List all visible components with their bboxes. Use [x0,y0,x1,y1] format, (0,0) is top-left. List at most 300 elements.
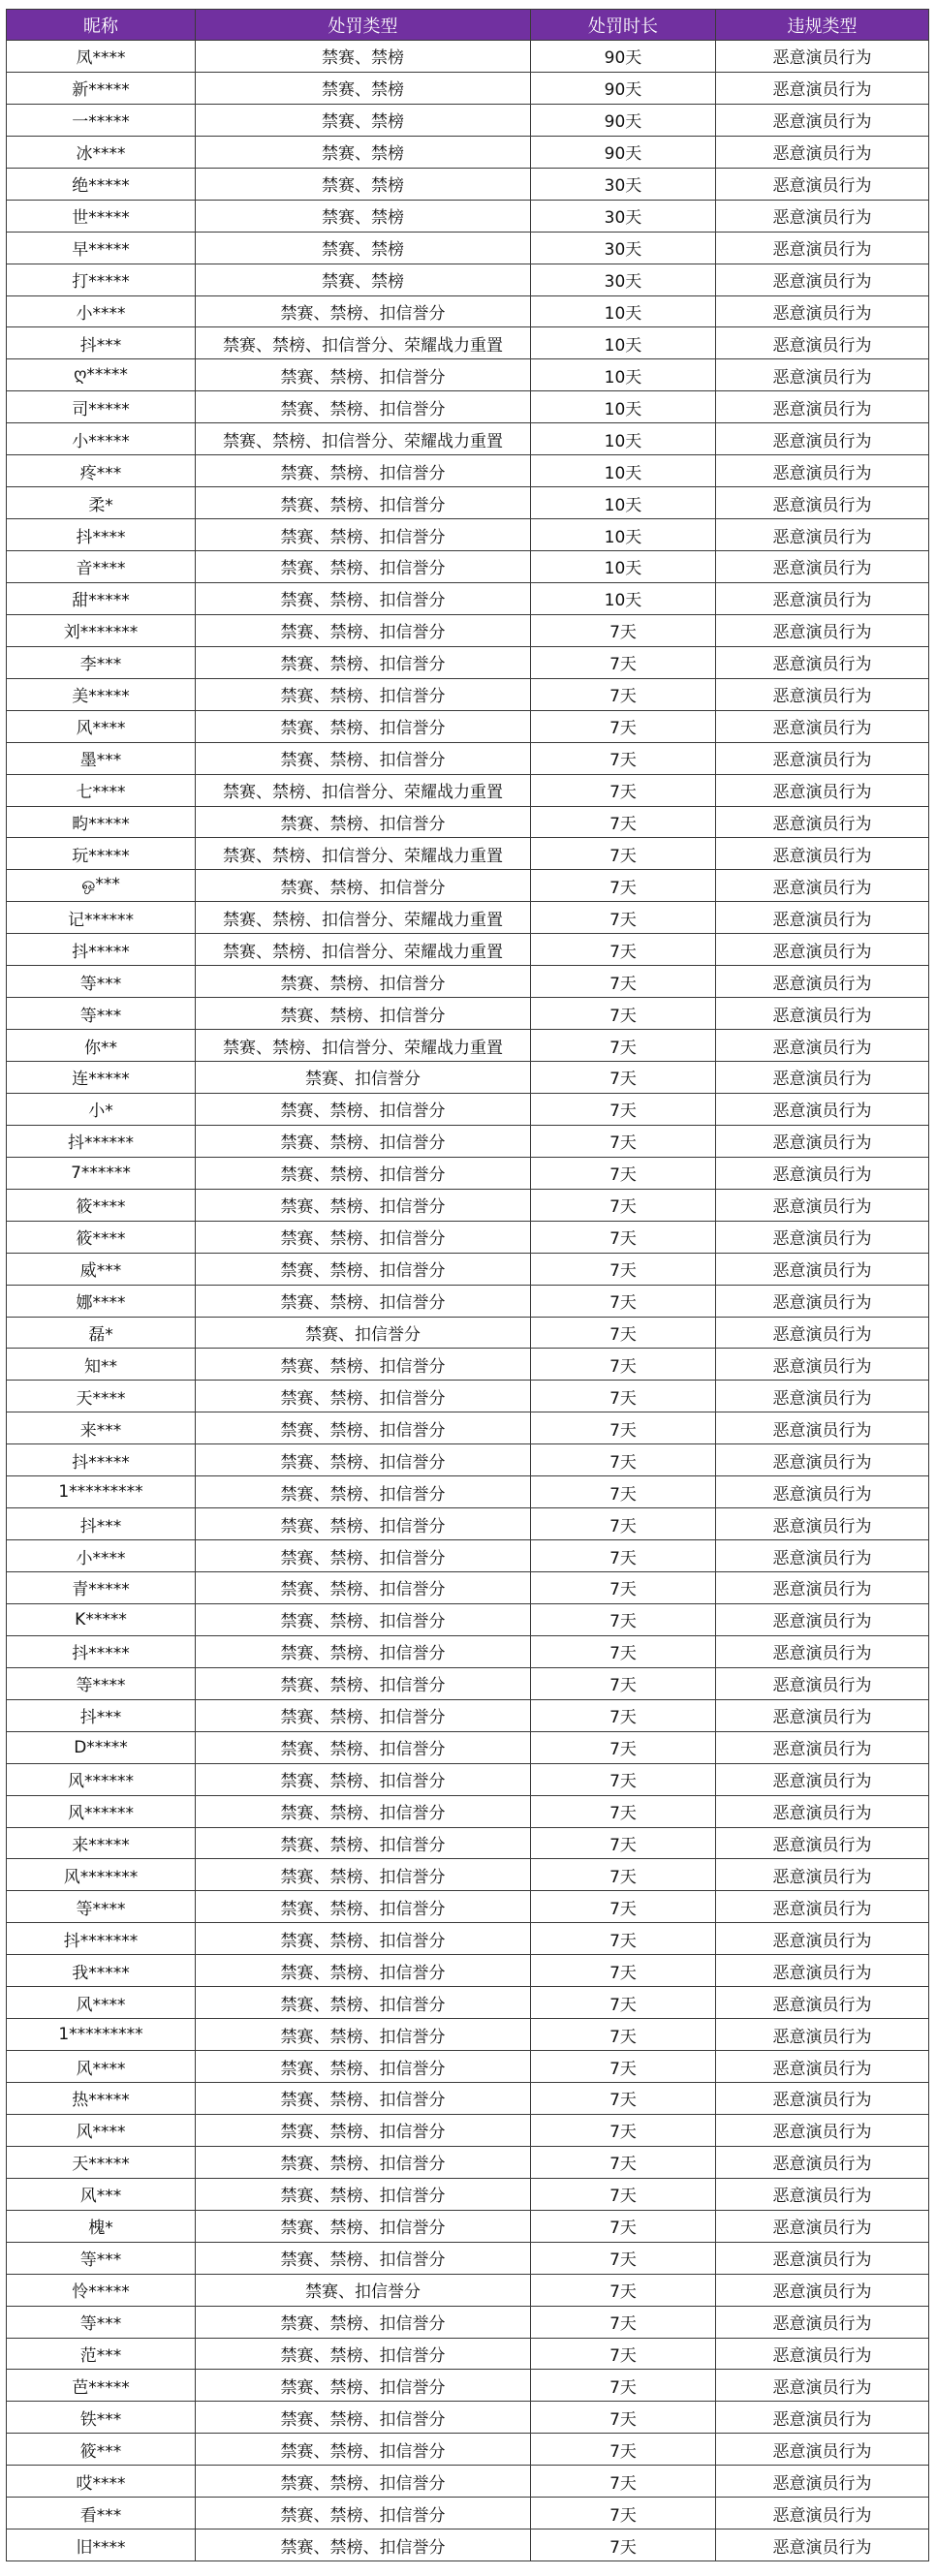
cell-penalty-type: 禁赛、禁榜、扣信誉分 [196,1763,531,1795]
cell-violation-type: 恶意演员行为 [716,1476,929,1508]
cell-violation-type: 恶意演员行为 [716,1412,929,1444]
cell-penalty-type: 禁赛、禁榜、扣信誉分 [196,2051,531,2083]
cell-nickname: 冰**** [7,136,196,168]
cell-penalty-type: 禁赛、禁榜、扣信誉分 [196,359,531,391]
cell-violation-type: 恶意演员行为 [716,710,929,742]
cell-violation-type: 恶意演员行为 [716,1859,929,1891]
cell-violation-type: 恶意演员行为 [716,2466,929,2498]
table-row [7,1062,929,1094]
cell-penalty-duration: 7天 [531,1125,716,1157]
penalty-table [6,9,929,2561]
cell-nickname: 青***** [7,1572,196,1604]
cell-violation-type: 恶意演员行为 [716,1955,929,1987]
cell-nickname: 知** [7,1349,196,1381]
cell-penalty-type: 禁赛、扣信誉分 [196,1062,531,1094]
cell-violation-type: 恶意演员行为 [716,327,929,359]
cell-nickname: 风**** [7,2051,196,2083]
cell-nickname: 小***** [7,423,196,455]
cell-nickname: 一***** [7,104,196,136]
cell-penalty-duration: 7天 [531,2370,716,2402]
cell-nickname: 筱**** [7,1189,196,1221]
cell-violation-type: 恶意演员行为 [716,678,929,710]
table-row [7,1349,929,1381]
table-row [7,1923,929,1955]
cell-penalty-type: 禁赛、禁榜、扣信誉分 [196,1412,531,1444]
cell-violation-type: 恶意演员行为 [716,1189,929,1221]
table-row [7,104,929,136]
cell-violation-type: 恶意演员行为 [716,2083,929,2115]
cell-violation-type: 恶意演员行为 [716,423,929,455]
cell-penalty-duration: 90天 [531,72,716,104]
table-row [7,2529,929,2561]
cell-violation-type: 恶意演员行为 [716,806,929,838]
table-row [7,519,929,551]
table-row [7,1635,929,1667]
table-row [7,2498,929,2529]
table-row [7,582,929,614]
table-row [7,1412,929,1444]
cell-penalty-type: 禁赛、禁榜、扣信誉分 [196,710,531,742]
cell-violation-type: 恶意演员行为 [716,1349,929,1381]
cell-nickname: 音**** [7,551,196,583]
cell-nickname: 天**** [7,1381,196,1412]
cell-nickname: 你** [7,1030,196,1062]
cell-penalty-duration: 7天 [531,1317,716,1349]
cell-nickname: 娜**** [7,1285,196,1317]
cell-violation-type: 恶意演员行为 [716,1635,929,1667]
table-row [7,455,929,487]
cell-violation-type: 恶意演员行为 [716,2146,929,2178]
cell-penalty-type: 禁赛、禁榜、扣信誉分 [196,487,531,519]
cell-nickname: 等*** [7,998,196,1030]
cell-nickname: 筱**** [7,1221,196,1253]
table-row [7,1285,929,1317]
cell-violation-type: 恶意演员行为 [716,2051,929,2083]
cell-violation-type: 恶意演员行为 [716,582,929,614]
header-penalty-type: 处罚类型 [196,10,531,41]
cell-violation-type: 恶意演员行为 [716,1827,929,1859]
cell-penalty-duration: 7天 [531,838,716,870]
cell-penalty-duration: 7天 [531,1763,716,1795]
cell-penalty-duration: 7天 [531,902,716,934]
table-row [7,2242,929,2274]
cell-nickname: 司***** [7,391,196,423]
cell-penalty-duration: 7天 [531,1157,716,1189]
cell-penalty-type: 禁赛、禁榜、扣信誉分 [196,998,531,1030]
cell-nickname: 风****** [7,1795,196,1827]
cell-penalty-duration: 30天 [531,264,716,295]
table-row [7,1476,929,1508]
table-row [7,1540,929,1572]
table-row [7,1253,929,1285]
cell-penalty-type: 禁赛、禁榜、扣信誉分 [196,582,531,614]
cell-penalty-type: 禁赛、禁榜、扣信誉分 [196,551,531,583]
cell-nickname: 天***** [7,2146,196,2178]
cell-penalty-type: 禁赛、禁榜、扣信誉分、荣耀战力重置 [196,774,531,806]
cell-penalty-duration: 7天 [531,870,716,902]
cell-penalty-duration: 7天 [531,2114,716,2146]
cell-violation-type: 恶意演员行为 [716,2210,929,2242]
cell-penalty-type: 禁赛、禁榜、扣信誉分 [196,295,531,327]
cell-violation-type: 恶意演员行为 [716,774,929,806]
table-body [7,41,929,2561]
cell-penalty-duration: 7天 [531,1827,716,1859]
cell-penalty-type: 禁赛、禁榜、扣信誉分 [196,2434,531,2466]
cell-penalty-type: 禁赛、禁榜、扣信誉分 [196,1381,531,1412]
cell-penalty-type: 禁赛、禁榜、扣信誉分、荣耀战力重置 [196,838,531,870]
table-row [7,487,929,519]
table-row [7,1827,929,1859]
cell-penalty-type: 禁赛、禁榜、扣信誉分 [196,1349,531,1381]
cell-penalty-duration: 7天 [531,934,716,966]
cell-nickname: 小**** [7,295,196,327]
cell-penalty-type: 禁赛、禁榜 [196,200,531,232]
cell-penalty-duration: 7天 [531,1030,716,1062]
cell-penalty-type: 禁赛、禁榜、扣信誉分 [196,2178,531,2210]
cell-penalty-type: 禁赛、禁榜、扣信誉分 [196,742,531,774]
table-row [7,1763,929,1795]
table-row [7,966,929,998]
table-row [7,1667,929,1699]
cell-violation-type: 恶意演员行为 [716,1603,929,1635]
cell-nickname: 范*** [7,2338,196,2370]
cell-penalty-type: 禁赛、禁榜、扣信誉分 [196,1955,531,1987]
cell-violation-type: 恶意演员行为 [716,2114,929,2146]
cell-penalty-duration: 7天 [531,966,716,998]
header-penalty-duration: 处罚时长 [531,10,716,41]
cell-nickname: 新***** [7,72,196,104]
cell-penalty-type: 禁赛、禁榜、扣信誉分 [196,1444,531,1476]
cell-violation-type: 恶意演员行为 [716,614,929,646]
cell-violation-type: 恶意演员行为 [716,1763,929,1795]
cell-violation-type: 恶意演员行为 [716,1253,929,1285]
cell-penalty-duration: 7天 [531,2019,716,2051]
table-row [7,2370,929,2402]
cell-violation-type: 恶意演员行为 [716,391,929,423]
table-row [7,359,929,391]
cell-violation-type: 恶意演员行为 [716,1540,929,1572]
cell-penalty-type: 禁赛、禁榜、扣信誉分 [196,519,531,551]
table-row [7,2402,929,2434]
cell-penalty-duration: 7天 [531,1476,716,1508]
cell-violation-type: 恶意演员行为 [716,1317,929,1349]
table-row [7,742,929,774]
cell-nickname: 7****** [7,1157,196,1189]
cell-violation-type: 恶意演员行为 [716,646,929,678]
cell-nickname: 1********* [7,2019,196,2051]
table-row [7,614,929,646]
cell-violation-type: 恶意演员行为 [716,870,929,902]
table-row [7,710,929,742]
cell-penalty-duration: 7天 [531,998,716,1030]
cell-penalty-duration: 10天 [531,487,716,519]
cell-violation-type: 恶意演员行为 [716,2402,929,2434]
cell-penalty-type: 禁赛、禁榜、扣信誉分 [196,1699,531,1731]
table-row [7,678,929,710]
table-row [7,646,929,678]
cell-penalty-type: 禁赛、禁榜 [196,232,531,264]
table-row [7,2146,929,2178]
cell-nickname: 连***** [7,1062,196,1094]
cell-penalty-duration: 7天 [531,2083,716,2115]
cell-nickname: 我***** [7,1955,196,1987]
cell-penalty-type: 禁赛、禁榜、扣信誉分、荣耀战力重置 [196,902,531,934]
table-row [7,934,929,966]
cell-penalty-duration: 7天 [531,774,716,806]
cell-penalty-type: 禁赛、禁榜、扣信誉分 [196,1189,531,1221]
cell-penalty-duration: 7天 [531,2274,716,2306]
cell-penalty-duration: 10天 [531,327,716,359]
cell-penalty-type: 禁赛、禁榜、扣信誉分 [196,966,531,998]
cell-violation-type: 恶意演员行为 [716,487,929,519]
table-row [7,1317,929,1349]
table-row [7,1987,929,2019]
cell-nickname: 旧**** [7,2529,196,2561]
cell-nickname: 玩***** [7,838,196,870]
cell-penalty-type: 禁赛、禁榜、扣信誉分 [196,1987,531,2019]
table-row [7,1731,929,1763]
table-row [7,1157,929,1189]
cell-penalty-type: 禁赛、扣信誉分 [196,2274,531,2306]
cell-penalty-type: 禁赛、禁榜、扣信誉分、荣耀战力重置 [196,934,531,966]
cell-violation-type: 恶意演员行为 [716,359,929,391]
cell-nickname: 小**** [7,1540,196,1572]
cell-penalty-type: 禁赛、扣信誉分 [196,1317,531,1349]
cell-penalty-type: 禁赛、禁榜、扣信誉分 [196,1635,531,1667]
cell-penalty-duration: 7天 [531,1699,716,1731]
cell-nickname: 七**** [7,774,196,806]
cell-violation-type: 恶意演员行为 [716,2434,929,2466]
cell-penalty-duration: 90天 [531,104,716,136]
cell-penalty-duration: 7天 [531,1795,716,1827]
cell-violation-type: 恶意演员行为 [716,551,929,583]
table-row [7,232,929,264]
cell-penalty-duration: 30天 [531,168,716,200]
cell-nickname: D***** [7,1731,196,1763]
cell-penalty-duration: 7天 [531,1731,716,1763]
table-row [7,1125,929,1157]
cell-nickname: 磊* [7,1317,196,1349]
cell-penalty-type: 禁赛、禁榜、扣信誉分 [196,2466,531,2498]
cell-penalty-duration: 7天 [531,1444,716,1476]
cell-nickname: 柔* [7,487,196,519]
cell-violation-type: 恶意演员行为 [716,295,929,327]
cell-penalty-duration: 10天 [531,551,716,583]
cell-penalty-duration: 7天 [531,1635,716,1667]
cell-penalty-type: 禁赛、禁榜、扣信誉分 [196,1540,531,1572]
cell-penalty-type: 禁赛、禁榜、扣信誉分 [196,1923,531,1955]
cell-nickname: 刘******* [7,614,196,646]
cell-nickname: 抖***** [7,934,196,966]
cell-penalty-type: 禁赛、禁榜、扣信誉分 [196,806,531,838]
cell-penalty-duration: 7天 [531,806,716,838]
cell-violation-type: 恶意演员行为 [716,1221,929,1253]
table-row [7,1572,929,1604]
cell-penalty-duration: 7天 [531,2402,716,2434]
cell-penalty-type: 禁赛、禁榜、扣信誉分 [196,455,531,487]
cell-nickname: 等**** [7,1667,196,1699]
table-row [7,2434,929,2466]
cell-violation-type: 恶意演员行为 [716,902,929,934]
cell-violation-type: 恶意演员行为 [716,1444,929,1476]
cell-nickname: 怜***** [7,2274,196,2306]
cell-penalty-type: 禁赛、禁榜 [196,136,531,168]
cell-violation-type: 恶意演员行为 [716,1157,929,1189]
cell-nickname: 看*** [7,2498,196,2529]
table-row [7,1093,929,1125]
cell-penalty-type: 禁赛、禁榜、扣信誉分 [196,391,531,423]
cell-violation-type: 恶意演员行为 [716,966,929,998]
cell-violation-type: 恶意演员行为 [716,232,929,264]
cell-penalty-type: 禁赛、禁榜、扣信誉分 [196,2370,531,2402]
cell-penalty-duration: 7天 [531,1189,716,1221]
cell-nickname: 风*** [7,2178,196,2210]
cell-penalty-type: 禁赛、禁榜、扣信誉分 [196,1859,531,1891]
cell-penalty-duration: 10天 [531,359,716,391]
table-row [7,902,929,934]
table-row [7,200,929,232]
cell-violation-type: 恶意演员行为 [716,1731,929,1763]
cell-nickname: 筱*** [7,2434,196,2466]
cell-penalty-type: 禁赛、禁榜、扣信誉分 [196,1795,531,1827]
cell-violation-type: 恶意演员行为 [716,104,929,136]
cell-nickname: 抖*** [7,327,196,359]
cell-penalty-type: 禁赛、禁榜、扣信誉分 [196,2498,531,2529]
cell-violation-type: 恶意演员行为 [716,1093,929,1125]
cell-penalty-duration: 7天 [531,2338,716,2370]
table-row [7,1891,929,1923]
cell-nickname: 等*** [7,2242,196,2274]
cell-violation-type: 恶意演员行为 [716,1508,929,1540]
cell-violation-type: 恶意演员行为 [716,72,929,104]
cell-penalty-duration: 7天 [531,1349,716,1381]
cell-penalty-duration: 7天 [531,2434,716,2466]
cell-penalty-duration: 7天 [531,2051,716,2083]
cell-nickname: 来***** [7,1827,196,1859]
cell-penalty-duration: 7天 [531,1093,716,1125]
cell-violation-type: 恶意演员行为 [716,1795,929,1827]
cell-penalty-duration: 7天 [531,2146,716,2178]
cell-penalty-duration: 10天 [531,455,716,487]
cell-nickname: 畇***** [7,806,196,838]
cell-penalty-duration: 7天 [531,2306,716,2338]
cell-penalty-type: 禁赛、禁榜、扣信誉分、荣耀战力重置 [196,327,531,359]
table-row [7,2338,929,2370]
cell-violation-type: 恶意演员行为 [716,2338,929,2370]
table-row [7,2083,929,2115]
cell-penalty-type: 禁赛、禁榜、扣信誉分、荣耀战力重置 [196,1030,531,1062]
cell-violation-type: 恶意演员行为 [716,2178,929,2210]
cell-nickname: 等*** [7,2306,196,2338]
cell-nickname: 哎**** [7,2466,196,2498]
cell-penalty-type: 禁赛、禁榜、扣信誉分 [196,678,531,710]
table-row [7,1859,929,1891]
cell-penalty-type: 禁赛、禁榜、扣信誉分 [196,1572,531,1604]
cell-penalty-type: 禁赛、禁榜 [196,72,531,104]
cell-penalty-type: 禁赛、禁榜 [196,41,531,73]
cell-nickname: 来*** [7,1412,196,1444]
cell-penalty-duration: 7天 [531,1508,716,1540]
cell-penalty-duration: 90天 [531,136,716,168]
cell-penalty-duration: 7天 [531,678,716,710]
cell-penalty-duration: 7天 [531,1540,716,1572]
cell-penalty-type: 禁赛、禁榜、扣信誉分 [196,1093,531,1125]
cell-penalty-type: 禁赛、禁榜、扣信誉分 [196,1891,531,1923]
cell-penalty-type: 禁赛、禁榜 [196,264,531,295]
table-row [7,2178,929,2210]
cell-penalty-duration: 7天 [531,2529,716,2561]
table-row [7,1381,929,1412]
cell-penalty-type: 禁赛、禁榜、扣信誉分 [196,1731,531,1763]
cell-penalty-type: 禁赛、禁榜、扣信誉分 [196,1253,531,1285]
table-row [7,423,929,455]
cell-violation-type: 恶意演员行为 [716,41,929,73]
cell-nickname: 风******* [7,1859,196,1891]
cell-violation-type: 恶意演员行为 [716,1572,929,1604]
cell-penalty-duration: 7天 [531,1859,716,1891]
table-row [7,2210,929,2242]
cell-nickname: ღ***** [7,359,196,391]
cell-nickname: 热***** [7,2083,196,2115]
cell-nickname: 世***** [7,200,196,232]
cell-penalty-type: 禁赛、禁榜、扣信誉分 [196,2083,531,2115]
table-row [7,295,929,327]
table-header-row [7,10,929,41]
cell-penalty-type: 禁赛、禁榜、扣信誉分 [196,1125,531,1157]
cell-violation-type: 恶意演员行为 [716,2306,929,2338]
cell-nickname: 打***** [7,264,196,295]
cell-violation-type: 恶意演员行为 [716,1062,929,1094]
cell-penalty-duration: 30天 [531,232,716,264]
cell-violation-type: 恶意演员行为 [716,742,929,774]
table-row [7,870,929,902]
cell-nickname: 抖******* [7,1923,196,1955]
cell-penalty-duration: 10天 [531,391,716,423]
cell-nickname: 1********* [7,1476,196,1508]
table-row [7,327,929,359]
cell-violation-type: 恶意演员行为 [716,2529,929,2561]
cell-penalty-duration: 7天 [531,1285,716,1317]
cell-penalty-type: 禁赛、禁榜、扣信誉分 [196,646,531,678]
cell-nickname: 早***** [7,232,196,264]
cell-penalty-type: 禁赛、禁榜、扣信誉分、荣耀战力重置 [196,423,531,455]
cell-violation-type: 恶意演员行为 [716,2274,929,2306]
cell-nickname: K***** [7,1603,196,1635]
cell-nickname: 绝***** [7,168,196,200]
cell-penalty-duration: 90天 [531,41,716,73]
cell-violation-type: 恶意演员行为 [716,2019,929,2051]
cell-nickname: 风****** [7,1763,196,1795]
cell-penalty-duration: 10天 [531,582,716,614]
cell-nickname: 小* [7,1093,196,1125]
cell-violation-type: 恶意演员行为 [716,838,929,870]
table-row [7,1444,929,1476]
table-row [7,1221,929,1253]
cell-penalty-duration: 7天 [531,710,716,742]
cell-nickname: 铁*** [7,2402,196,2434]
cell-nickname: 抖*** [7,1699,196,1731]
table-row [7,1699,929,1731]
cell-penalty-type: 禁赛、禁榜、扣信誉分 [196,2306,531,2338]
table-row [7,1603,929,1635]
table-row [7,2466,929,2498]
cell-violation-type: 恶意演员行为 [716,264,929,295]
cell-penalty-duration: 10天 [531,519,716,551]
cell-penalty-type: 禁赛、禁榜、扣信誉分 [196,1603,531,1635]
cell-penalty-duration: 7天 [531,1253,716,1285]
cell-nickname: 等**** [7,1891,196,1923]
cell-violation-type: 恶意演员行为 [716,1381,929,1412]
